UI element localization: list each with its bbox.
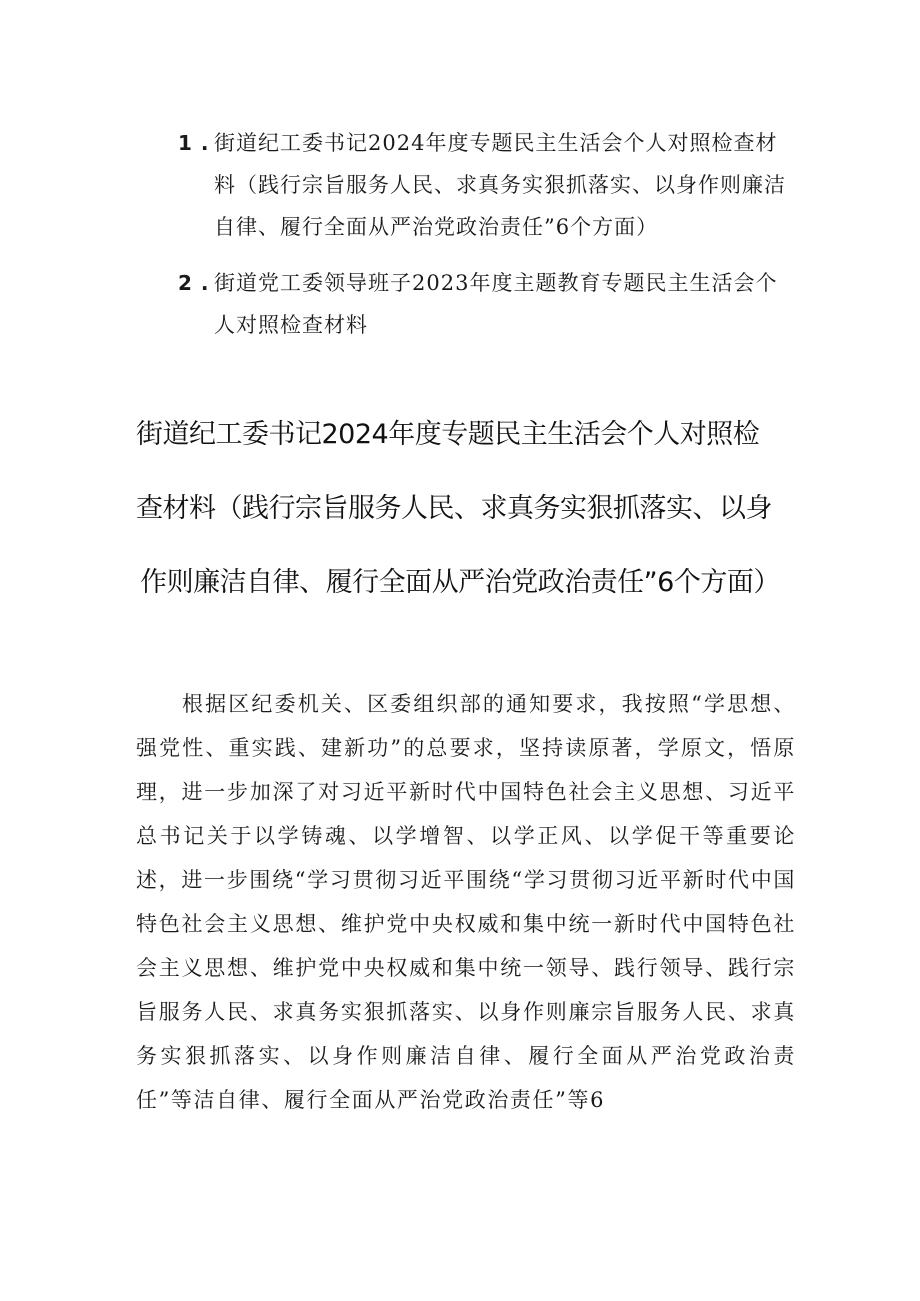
- document-title: 街道纪工委书记2024年度专题民主生活会个人对照检查材料（践行宗旨服务人民、求真务实狠抓落实、以身作则廉洁自律、履行全面从严治党政治责任”6个方面）: [136, 419, 780, 598]
- table-of-contents: [178, 122, 798, 360]
- toc-item-text: 街道党工委领导班子2023年度主题教育专题民主生活会个人对照检查材料: [214, 271, 778, 337]
- toc-item[interactable]: [178, 122, 798, 248]
- toc-item-number: 1 .: [178, 131, 210, 155]
- body-paragraph: 根据区纪委机关、区委组织部的通知要求，我按照“学思想、强党性、重实践、建新功”的总要求，坚持读原著，学原文，悟原理，进一步加深了对习近平新时代中国特色社会主义思想、习近平总书记关于以学铸魂、以学增智、以学正风、以学促干等重要论述，进一步围绕“学习贯彻习近平围绕“学习贯彻习近平新时代中国特色社会主义思想、维护党中央权威和集中统一新时代中国特色社会主义思想、维护党中央权威和集中统一领导、践行领导、践行宗旨服务人民、求真务实狠抓落实、以身作则廉宗旨服务人民、求真务实狠抓落实、以身作则廉洁自律、履行全面从严治党政治责任”等洁自律、履行全面从严治党政治责任”等6: [136, 692, 796, 1112]
- toc-item-number: 2 .: [178, 271, 210, 295]
- toc-item-text: 街道纪工委书记2024年度专题民主生活会个人对照检查材料（践行宗旨服务人民、求真务实狠抓落实、以身作则廉洁自律、履行全面从严治党政治责任”6个方面）: [214, 131, 786, 239]
- toc-item[interactable]: [178, 262, 798, 346]
